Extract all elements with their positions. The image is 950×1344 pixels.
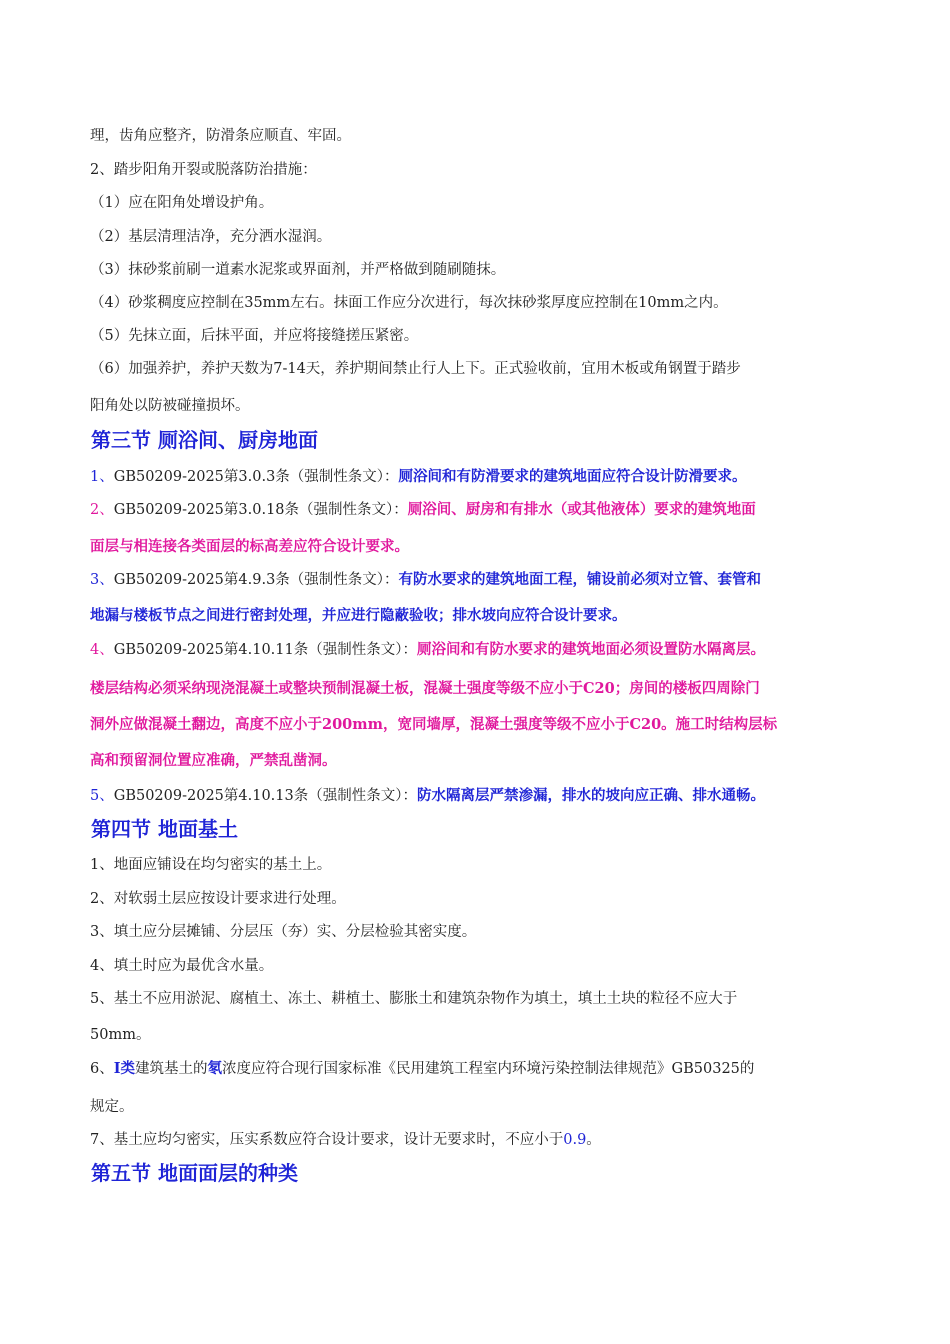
radon-term: 氡 [207, 1060, 223, 1077]
clause-number: 2、 [90, 502, 114, 518]
list-item-continued: 规定。 [90, 1099, 134, 1115]
paragraph-line: 理，齿角应整齐，防滑条应顺直、牢固。 [90, 128, 351, 144]
clause-number: 5、 [90, 788, 114, 804]
paragraph-line: （5）先抹立面，后抹平面，并应将接缝搓压紧密。 [90, 328, 419, 344]
clause-reference: GB50209-2025第3.0.3条（强制性条文）： [113, 469, 399, 485]
clause-text: 厕浴间和有防滑要求的建筑地面应符合设计防滑要求。 [398, 468, 747, 485]
clause-item-4 [90, 639, 865, 661]
list-text: 7、基土应均匀密实，压实系数应符合设计要求，设计无要求时，不应小于 [90, 1132, 564, 1148]
clause-reference: GB50209-2025第4.10.13条（强制性条文）： [113, 788, 417, 804]
clause-item-2 [90, 499, 865, 521]
paragraph-line: 2、踏步阳角开裂或脱落防治措施： [90, 162, 317, 178]
list-item [90, 1058, 865, 1080]
clause-reference: GB50209-2025第4.9.3条（强制性条文）： [113, 572, 399, 588]
clause-text: 防水隔离层严禁渗漏，排水的坡向应正确、排水通畅。 [417, 787, 765, 804]
paragraph-line: （1）应在阳角处增设护角。 [90, 195, 274, 211]
clause-text-continued: 面层与相连接各类面层的标高差应符合设计要求。 [90, 538, 409, 555]
clause-item-1 [90, 466, 865, 488]
paragraph-line: （6）加强养护，养护天数为7-14天，养护期间禁止行人上下。正式验收前，宜用木板或角钢置于踏步 [90, 361, 741, 377]
list-text: 建筑基土的 [135, 1061, 208, 1077]
class-label: Ⅰ类 [113, 1060, 136, 1077]
list-item: 1、地面应铺设在均匀密实的基土上。 [90, 857, 332, 873]
clause-text: 有防水要求的建筑地面工程，铺设前必须对立管、套管和 [398, 571, 762, 588]
clause-reference: GB50209-2025第3.0.18条（强制性条文）： [113, 502, 408, 518]
list-item: 5、基土不应用淤泥、腐植土、冻土、耕植土、膨胀土和建筑杂物作为填土，填土土块的粒径不应大于 [90, 991, 738, 1007]
clause-item-3 [90, 569, 865, 591]
list-item: 4、填土时应为最优含水量。 [90, 958, 274, 974]
clause-text: 厕浴间和有防水要求的建筑地面必须设置防水隔离层。 [417, 641, 765, 658]
section-heading: 第四节 地面基土 [91, 817, 238, 841]
paragraph-line: （3）抹砂浆前刷一道素水泥浆或界面剂，并严格做到随刷随抹。 [90, 262, 506, 278]
list-number: 6、 [90, 1061, 114, 1077]
list-text: 。 [586, 1132, 601, 1148]
clause-text-continued: 洞外应做混凝土翻边，高度不应小于200mm，宽同墙厚，混凝土强度等级不应小于C20。施工时结构层标 [90, 716, 778, 733]
paragraph-line: 阳角处以防被碰撞损坏。 [90, 398, 250, 414]
clause-text-continued: 地漏与楼板节点之间进行密封处理，并应进行隐蔽验收；排水坡向应符合设计要求。 [90, 607, 627, 624]
clause-text: 厕浴间、厨房和有排水（或其他液体）要求的建筑地面 [407, 501, 756, 518]
clause-item-5 [90, 785, 865, 807]
compaction-value: 0.9 [563, 1132, 587, 1148]
list-item-continued: 50mm。 [90, 1027, 151, 1043]
clause-text-continued: 楼层结构必须采纳现浇混凝土或整块预制混凝土板，混凝土强度等级不应小于C20；房间的楼板四周除门 [90, 680, 760, 697]
section-heading: 第五节 地面面层的种类 [91, 1161, 298, 1185]
list-item: 2、对软弱土层应按设计要求进行处理。 [90, 891, 346, 907]
clause-number: 3、 [90, 572, 114, 588]
list-text: 浓度应符合现行国家标准《民用建筑工程室内环境污染控制法律规范》GB50325的 [222, 1061, 755, 1077]
clause-number: 1、 [90, 469, 114, 485]
section-heading: 第三节 厕浴间、厨房地面 [91, 428, 318, 452]
list-item [90, 1129, 865, 1151]
clause-number: 4、 [90, 642, 114, 658]
list-item: 3、填土应分层摊铺、分层压（夯）实、分层检验其密实度。 [90, 924, 477, 940]
paragraph-line: （2）基层清理洁净，充分洒水湿润。 [90, 229, 332, 245]
clause-reference: GB50209-2025第4.10.11条（强制性条文）： [113, 642, 417, 658]
clause-text-continued: 高和预留洞位置应准确，严禁乱凿洞。 [90, 752, 337, 769]
paragraph-line: （4）砂浆稠度应控制在35mm左右。抹面工作应分次进行，每次抹砂浆厚度应控制在10mm之内。 [90, 295, 728, 311]
